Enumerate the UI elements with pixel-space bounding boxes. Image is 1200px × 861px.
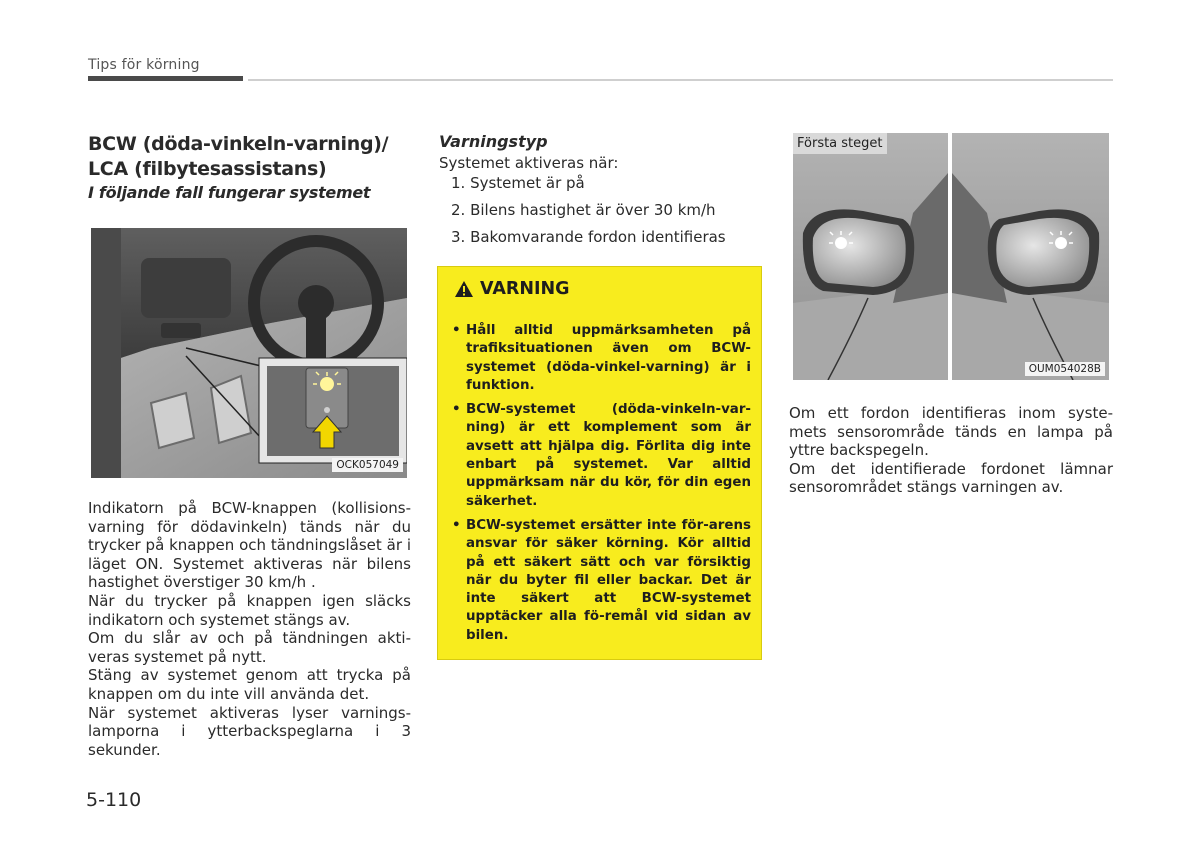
warning-list: [452, 322, 751, 651]
header-rule-dark: [88, 76, 243, 81]
mirror-illustration: [793, 133, 1109, 380]
paragraph: Indikatorn på BCW-knappen (kollisions-varning för dödavinkeln) tänds när du trycker på knappen och tändningslåset är i läget ON. Systemet aktiveras när bilens hastighet överstiger 30 km/h .: [88, 499, 411, 592]
mirror-photo: [793, 133, 1109, 380]
right-body-text: [789, 404, 1113, 497]
page-title: BCW (döda-vinkeln-varning)/ LCA (filbytesassistans): [88, 133, 389, 180]
left-body-text: [88, 499, 411, 759]
paragraph: Om du slår av och på tändningen akti-veras systemet på nytt.: [88, 629, 411, 666]
paragraph: Stäng av systemet genom att trycka på knappen om du inte vill använda det.: [88, 666, 411, 703]
section-intro: Systemet aktiveras när:: [439, 154, 619, 172]
condition-item: 2. Bilens hastighet är över 30 km/h: [451, 201, 716, 219]
paragraph: Om ett fordon identifieras inom syste-mets sensorområde tänds en lampa på yttre backspegeln.: [789, 404, 1113, 460]
photo-label: Första steget: [793, 133, 887, 154]
warning-item: • BCW-systemet (döda-vinkeln-var-ning) är ett komplement som är avsett att hjälpa dig. Förlita dig inte enbart på systemet. Var alltid uppmärksam när du kör, för din egen säkerhet.: [452, 402, 751, 509]
condition-item: 3. Bakomvarande fordon identifieras: [451, 228, 726, 246]
section-heading: Varningstyp: [439, 132, 548, 151]
dashboard-photo: [91, 228, 407, 478]
page-subtitle: I följande fall fungerar systemet: [88, 183, 371, 202]
photo-code: OCK057049: [332, 458, 403, 472]
paragraph: När systemet aktiveras lyser varnings-lamporna i ytterbackspeglarna i 3 sekunder.: [88, 703, 411, 759]
section-label: Tips för körning: [88, 57, 200, 73]
page-number: 5-110: [86, 789, 142, 811]
warning-box: [437, 266, 762, 660]
header-rule-light: [248, 79, 1113, 81]
dashboard-illustration: [91, 228, 407, 478]
warning-title-text: VARNING: [480, 279, 570, 299]
paragraph: När du trycker på knappen igen släcks indikatorn och systemet stängs av.: [88, 591, 411, 629]
warning-item: • Håll alltid uppmärksamheten på trafiksituationen även om BCW-systemet (döda-vinkel-varning) är i funktion.: [452, 323, 751, 393]
warning-title: [454, 279, 570, 299]
warning-item: • BCW-systemet ersätter inte för-arens ansvar för säker körning. Kör alltid på ett säkert sätt och var försiktig när du byter fil eller backar. Det är inte säkert att BCW-systemet upptäcker alla fö-remål vid sidan av bilen.: [452, 517, 751, 643]
paragraph: Om det identifierade fordonet lämnar sensorområdet stängs varningen av.: [789, 459, 1113, 497]
photo-code: OUM054028B: [1025, 362, 1105, 376]
warning-triangle-icon: [454, 280, 474, 298]
condition-item: 1. Systemet är på: [451, 174, 585, 192]
